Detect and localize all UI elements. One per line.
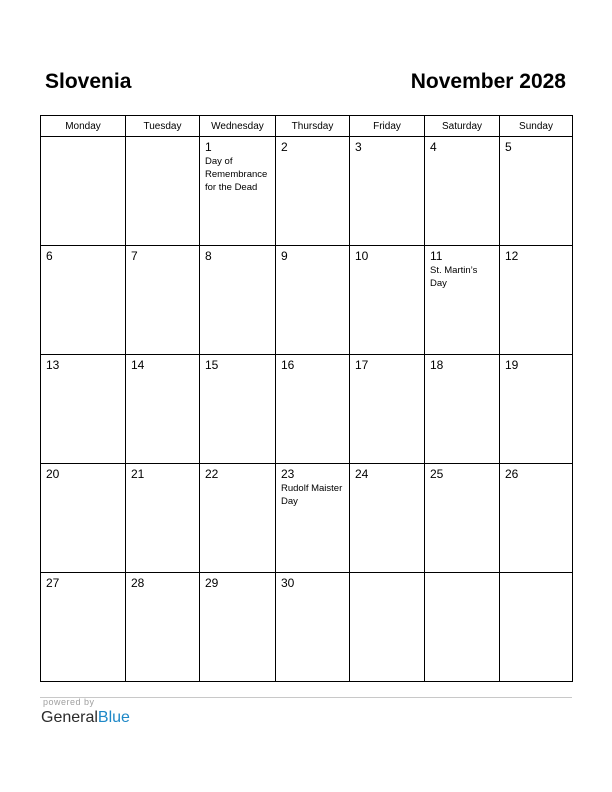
day-number: 16 [281,358,295,372]
day-number: 24 [355,467,369,481]
day-cell [350,573,425,682]
day-number: 21 [131,467,145,481]
day-cell [200,573,276,682]
week-row [41,137,573,246]
day-number: 1 [205,140,212,154]
day-number: 22 [205,467,219,481]
footer-divider [40,697,572,698]
day-cell [200,137,276,246]
day-cell [126,355,200,464]
generalblue-logo[interactable] [41,709,130,727]
footer [40,697,572,726]
day-number: 3 [355,140,362,154]
day-cell [500,464,573,573]
day-number: 20 [46,467,60,481]
day-number: 30 [281,576,295,590]
day-cell [425,137,500,246]
day-cell [500,355,573,464]
weekday-saturday: Saturday [425,116,500,137]
day-number: 11 [430,249,443,263]
day-cell [276,355,350,464]
day-number: 2 [281,140,288,154]
week-row [41,355,573,464]
weekday-sunday: Sunday [500,116,573,137]
day-cell [200,355,276,464]
holiday-label: Rudolf Maister Day [281,483,343,507]
week-row [41,464,573,573]
weekday-wednesday: Wednesday [200,116,276,137]
day-number: 13 [46,358,60,372]
week-row [41,573,573,682]
week-row [41,246,573,355]
brand-part-blue: Blue [97,709,130,726]
month-year-title: November 2028 [410,70,566,93]
powered-by-label: powered by [43,697,95,707]
calendar-grid [40,115,573,682]
day-cell [41,137,126,246]
day-cell [126,246,200,355]
day-number: 15 [205,358,219,372]
day-cell [425,464,500,573]
weekday-tuesday: Tuesday [126,116,200,137]
day-cell [41,355,126,464]
day-cell [200,246,276,355]
day-number: 12 [505,249,519,263]
day-cell [41,464,126,573]
day-cell [350,137,425,246]
day-number: 4 [430,140,437,154]
weekday-thursday: Thursday [276,116,350,137]
day-cell [500,573,573,682]
day-number: 17 [355,358,369,372]
day-cell [276,137,350,246]
day-cell [41,573,126,682]
day-cell [41,246,126,355]
weekday-friday: Friday [350,116,425,137]
day-number: 28 [131,576,145,590]
day-cell [500,137,573,246]
day-number: 26 [505,467,519,481]
day-cell [350,464,425,573]
day-number: 6 [46,249,53,263]
holiday-label: St. Martin’s Day [430,265,478,289]
day-number: 29 [205,576,219,590]
day-cell [425,246,500,355]
day-cell [276,464,350,573]
day-cell [425,355,500,464]
weekday-header-row [41,116,573,137]
day-cell [350,246,425,355]
day-number: 18 [430,358,444,372]
day-number: 9 [281,249,288,263]
day-number: 23 [281,467,295,481]
weekday-monday: Monday [41,116,126,137]
day-cell [276,246,350,355]
day-cell [276,573,350,682]
day-number: 5 [505,140,512,154]
day-cell [126,464,200,573]
country-title: Slovenia [45,70,132,93]
holiday-label: Day of Remembrance for the Dead [205,156,268,193]
day-cell [126,573,200,682]
day-number: 10 [355,249,369,263]
day-cell [200,464,276,573]
day-cell [425,573,500,682]
brand-part-general: General [41,709,98,726]
day-number: 27 [46,576,60,590]
day-number: 8 [205,249,212,263]
day-cell [126,137,200,246]
day-number: 25 [430,467,444,481]
day-number: 19 [505,358,519,372]
day-cell [500,246,573,355]
day-number: 7 [131,249,138,263]
day-number: 14 [131,358,145,372]
day-cell [350,355,425,464]
